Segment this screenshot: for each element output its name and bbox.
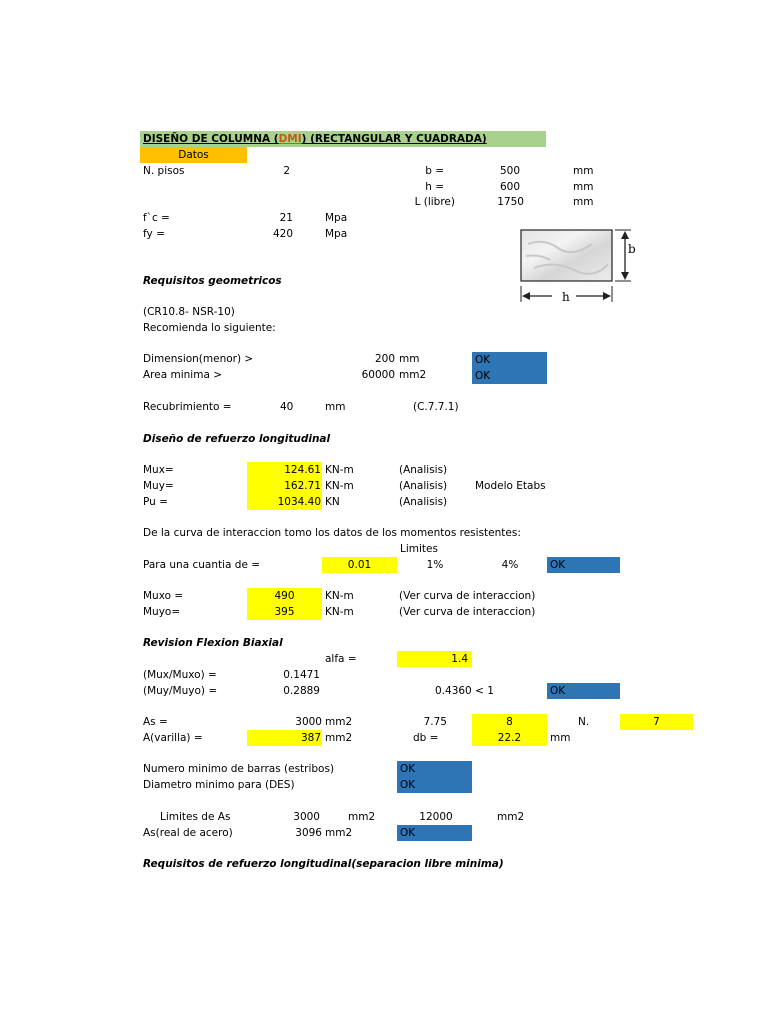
lim-low: 3000: [293, 811, 320, 823]
column-section-figure: [514, 224, 644, 306]
n-value: 7: [653, 716, 660, 728]
fc-value: 21: [279, 212, 293, 224]
biaxial-status: OK: [550, 685, 566, 697]
as-real-unit: mm2: [325, 827, 353, 839]
fy-unit: Mpa: [325, 228, 348, 240]
db-unit: mm: [550, 732, 571, 744]
min-diam-label: Diametro minimo para (DES): [143, 779, 295, 791]
cuantia-value: 0.01: [347, 559, 372, 571]
ratio-x-label: (Mux/Muxo) =: [143, 669, 217, 681]
l-value: 1750: [497, 196, 524, 208]
muyo-note: (Ver curva de interaccion): [399, 606, 536, 618]
area-label: Area minima >: [143, 369, 223, 381]
as-real-value: 3096: [295, 827, 322, 839]
alfa-value: 1.4: [451, 653, 468, 665]
n-pisos-label: N. pisos: [143, 165, 185, 177]
as-label: As =: [143, 716, 168, 728]
mux-value: 124.61: [284, 464, 321, 476]
dim-value: 200: [374, 353, 395, 365]
area-status: OK: [475, 370, 491, 382]
as-real-label: As(real de acero): [143, 827, 233, 839]
as-ratio: 7.75: [423, 716, 447, 728]
pu-label: Pu =: [143, 496, 168, 508]
l-label: L (libre): [414, 196, 455, 208]
limits-label: Limites de As: [160, 811, 231, 823]
muxo-unit: KN-m: [325, 590, 354, 602]
mux-unit: KN-m: [325, 464, 354, 476]
ratio-y-value: 0.2889: [283, 685, 320, 697]
muy-unit: KN-m: [325, 480, 354, 492]
cover-value: 40: [280, 401, 294, 413]
as-unit: mm2: [325, 716, 353, 728]
pu-unit: KN: [325, 496, 340, 508]
mux-label: Mux=: [143, 464, 174, 476]
av-value: 387: [300, 732, 321, 744]
title-prefix: DISEÑO DE COLUMNA (: [143, 133, 279, 145]
as-value: 3000: [295, 716, 322, 728]
db-value: 22.2: [497, 732, 522, 744]
lim-high: 12000: [419, 811, 453, 823]
curve-text: De la curva de interaccion tomo los datos de los momentos resistentes:: [143, 527, 521, 539]
muy-label: Muy=: [143, 480, 174, 492]
fy-label: fy =: [143, 228, 165, 240]
ratio-x-value: 0.1471: [283, 669, 320, 681]
pu-note: (Analisis): [399, 496, 448, 508]
cover-ref: (C.7.7.1): [413, 401, 459, 413]
n-pisos-value: 2: [283, 165, 290, 177]
figure-label-b: b: [628, 242, 636, 256]
muxo-label: Muxo =: [143, 590, 184, 602]
biaxial-heading: Revision Flexion Biaxial: [143, 637, 283, 649]
alfa-label: alfa =: [325, 653, 357, 665]
l-unit: mm: [573, 196, 594, 208]
cover-label: Recubrimiento =: [143, 401, 232, 413]
title-dmi: DMI: [278, 133, 302, 145]
fc-label: f`c =: [143, 212, 170, 224]
db-label: db =: [413, 732, 439, 744]
muxo-value: 490: [274, 590, 295, 602]
lim-low-unit: mm2: [348, 811, 376, 823]
muyo-value: 395: [274, 606, 295, 618]
limites-label: Limites: [400, 543, 438, 555]
figure-label-h: h: [562, 290, 570, 304]
av-unit: mm2: [325, 732, 353, 744]
muy-note: (Analisis): [399, 480, 448, 492]
dim-status: OK: [475, 354, 491, 366]
geometric-heading: Requisitos geometricos: [143, 275, 282, 287]
h-unit: mm: [573, 181, 594, 193]
muy-value: 162.71: [284, 480, 321, 492]
cover-unit: mm: [325, 401, 346, 413]
b-value: 500: [499, 165, 520, 177]
longitudinal-heading: Diseño de refuerzo longitudinal: [143, 433, 331, 445]
geometric-ref: (CR10.8- NSR-10): [143, 306, 235, 318]
min-bars-label: Numero minimo de barras (estribos): [143, 763, 335, 775]
area-unit: mm2: [399, 369, 427, 381]
as-real-status: OK: [400, 827, 416, 839]
lim-min: 1%: [426, 559, 444, 571]
h-label: h =: [425, 181, 444, 193]
pu-value: 1034.40: [277, 496, 321, 508]
muxo-note: (Ver curva de interaccion): [399, 590, 536, 602]
b-unit: mm: [573, 165, 594, 177]
b-label: b =: [425, 165, 444, 177]
bars-value: 8: [506, 716, 513, 728]
datos-label: Datos: [178, 149, 209, 161]
footer-heading: Requisitos de refuerzo longitudinal(separacion libre minima): [143, 858, 504, 870]
title-text: [143, 132, 487, 146]
lim-high-unit: mm2: [497, 811, 525, 823]
muyo-label: Muyo=: [143, 606, 181, 618]
biaxial-sum: 0.4360 < 1: [435, 685, 494, 697]
lim-max: 4%: [501, 559, 519, 571]
av-label: A(varilla) =: [143, 732, 203, 744]
muyo-unit: KN-m: [325, 606, 354, 618]
geometric-recommend: Recomienda lo siguiente:: [143, 322, 276, 334]
h-value: 600: [499, 181, 520, 193]
min-diam-status: OK: [400, 779, 416, 791]
n-label: N.: [578, 716, 590, 728]
title-suffix: ) (RECTANGULAR Y CUADRADA): [301, 133, 487, 145]
area-value: 60000: [361, 369, 395, 381]
cuantia-status: OK: [550, 559, 566, 571]
min-bars-status: OK: [400, 763, 416, 775]
mux-note: (Analisis): [399, 464, 448, 476]
model-note: Modelo Etabs: [475, 480, 546, 492]
cuantia-label: Para una cuantia de =: [143, 559, 261, 571]
ratio-y-label: (Muy/Muyo) =: [143, 685, 218, 697]
fy-value: 420: [272, 228, 293, 240]
dim-label: Dimension(menor) >: [143, 353, 254, 365]
fc-unit: Mpa: [325, 212, 348, 224]
dim-unit: mm: [399, 353, 420, 365]
